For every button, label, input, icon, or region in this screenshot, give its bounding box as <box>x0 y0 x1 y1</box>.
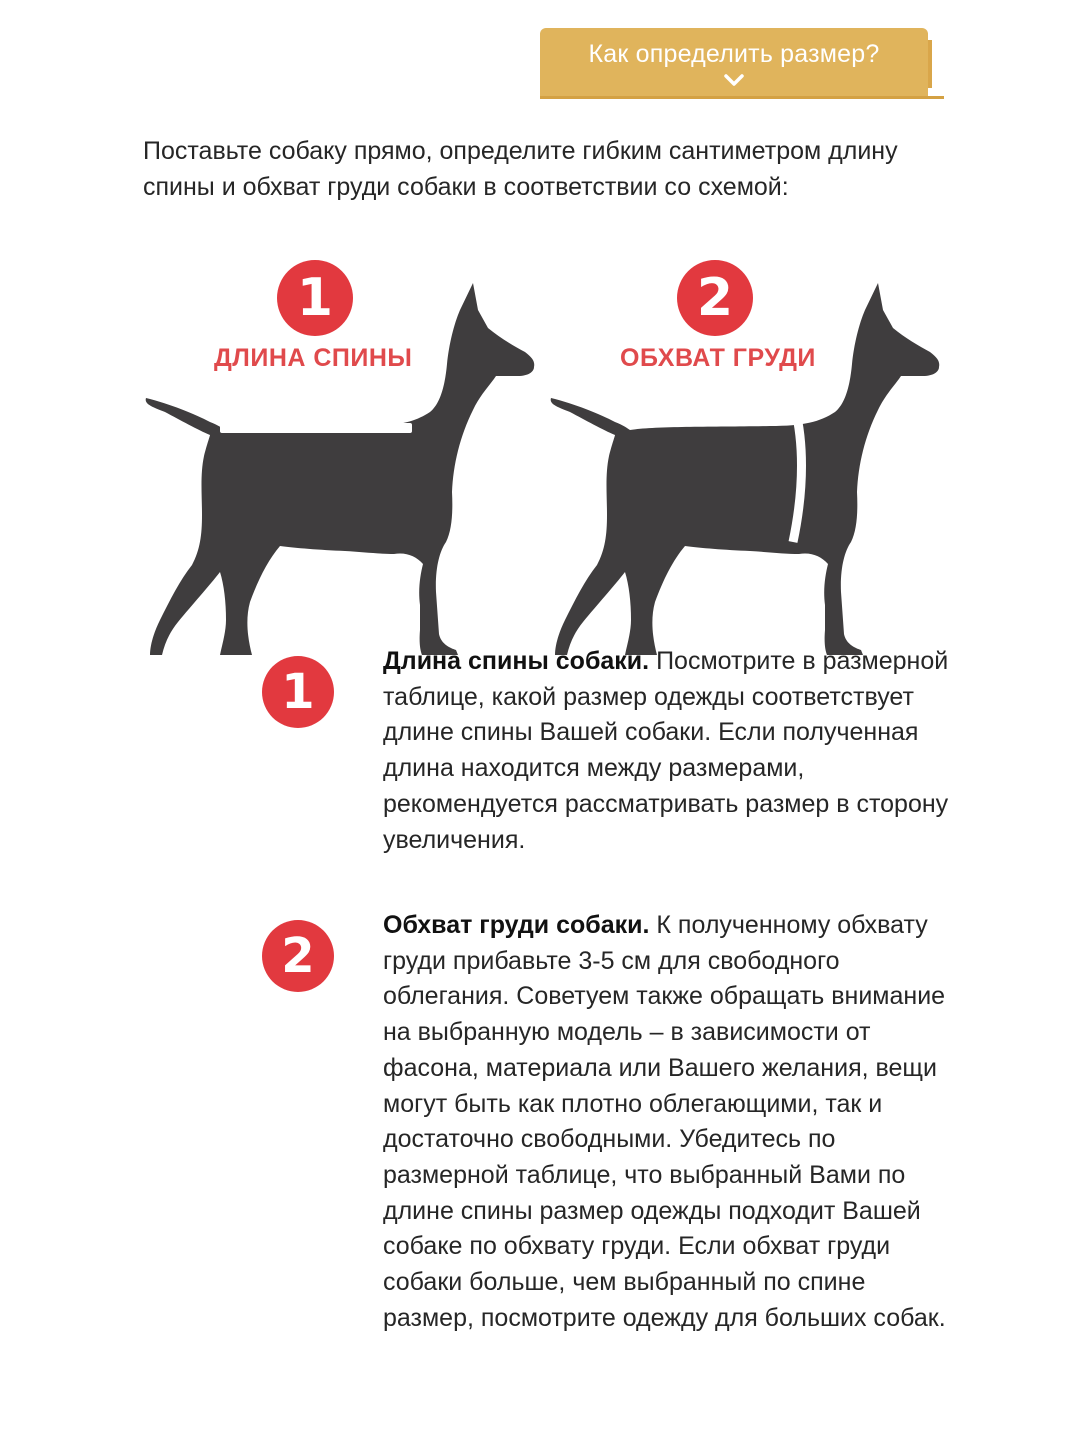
chevron-down-icon <box>723 73 745 87</box>
size-guide-button[interactable] <box>540 28 928 96</box>
size-guide-button-label: Как определить размер? <box>588 40 880 68</box>
dog-silhouette-back-length <box>140 280 540 660</box>
illustration-badge-1: 1 <box>277 260 353 336</box>
step-text <box>383 908 953 1336</box>
button-underline <box>540 96 944 99</box>
illustration-badge-2: 2 <box>677 260 753 336</box>
illustration-caption-back-length: ДЛИНА СПИНЫ <box>214 344 413 372</box>
step-text <box>383 644 953 858</box>
step-body: К полученному обхвату груди прибавьте 3-5 см для свободного облегания. Советуем также обращать внимание на выбранную модель – в зависимости от фасона, материала или Вашего желания, вещи могут быть как плотно облегающими, так и достаточно свободными. Убедитесь по размерной таблице, что выбранный Вами по длине спины размер одежды подходит Вашей собаке по обхвату груди. Если обхват груди собаки больше, чем выбранный по спине размер, посмотрите одежду для больших собак. <box>383 911 946 1332</box>
step-title: Обхват груди собаки. <box>383 911 650 939</box>
step-body: Посмотрите в размерной таблице, какой размер одежды соответствует длине спины Вашей собаки. Если полученная длина находится между размерами, рекомендуется рассматривать размер в сторону увеличения. <box>383 647 949 854</box>
illustration-caption-chest-girth: ОБХВАТ ГРУДИ <box>620 344 816 372</box>
intro-text: Поставьте собаку прямо, определите гибким сантиметром длину спины и обхват груди собаки в соответствии со схемой: <box>143 137 898 201</box>
measurement-illustration <box>140 250 950 660</box>
step-title: Длина спины собаки. <box>383 647 650 675</box>
step-number-badge: 1 <box>262 656 334 728</box>
dog-silhouette-chest-girth <box>545 280 945 660</box>
step-number-badge: 2 <box>262 920 334 992</box>
